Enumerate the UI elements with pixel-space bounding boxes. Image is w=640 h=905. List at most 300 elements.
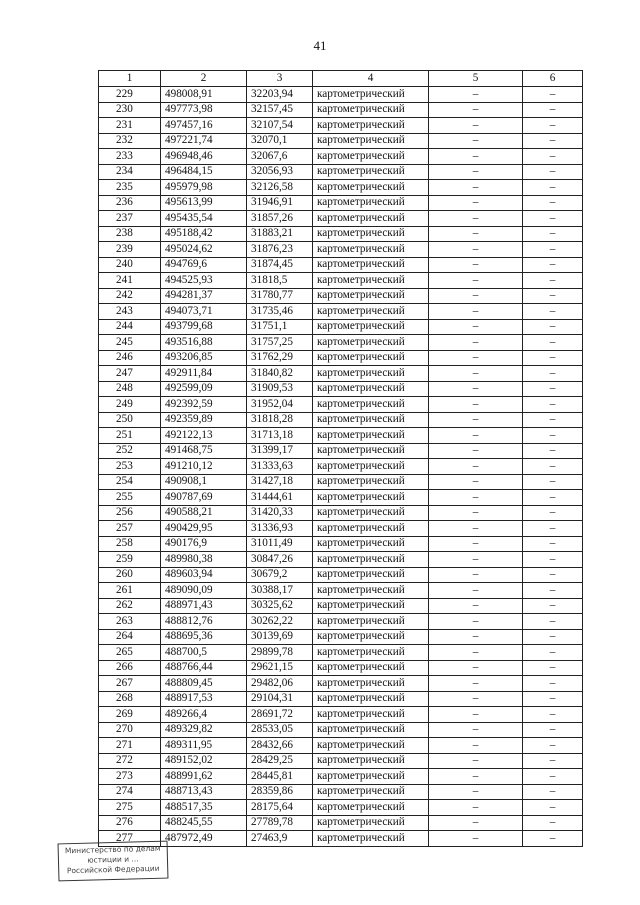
cell-method: картометрический xyxy=(313,831,429,847)
table-row xyxy=(99,102,583,118)
cell-point-number: 242 xyxy=(99,288,161,304)
table-row xyxy=(99,722,583,738)
cell-method: картометрический xyxy=(313,87,429,103)
column-header-2: 2 xyxy=(161,71,247,87)
cell-y-coordinate: 31840,82 xyxy=(247,366,313,382)
table-row xyxy=(99,87,583,103)
cell-col6: – xyxy=(523,133,583,149)
cell-method: картометрический xyxy=(313,381,429,397)
cell-x-coordinate: 490908,1 xyxy=(161,474,247,490)
cell-point-number: 233 xyxy=(99,149,161,165)
cell-col6: – xyxy=(523,645,583,661)
table-row xyxy=(99,288,583,304)
cell-col6: – xyxy=(523,211,583,227)
cell-col5: – xyxy=(429,211,523,227)
cell-point-number: 247 xyxy=(99,366,161,382)
cell-method: картометрический xyxy=(313,443,429,459)
table-row xyxy=(99,583,583,599)
cell-x-coordinate: 488700,5 xyxy=(161,645,247,661)
cell-method: картометрический xyxy=(313,180,429,196)
cell-point-number: 268 xyxy=(99,691,161,707)
cell-col5: – xyxy=(429,490,523,506)
cell-method: картометрический xyxy=(313,133,429,149)
cell-x-coordinate: 497457,16 xyxy=(161,118,247,134)
cell-col5: – xyxy=(429,412,523,428)
cell-method: картометрический xyxy=(313,815,429,831)
table-body xyxy=(99,87,583,847)
table-row xyxy=(99,645,583,661)
cell-y-coordinate: 28533,05 xyxy=(247,722,313,738)
cell-method: картометрический xyxy=(313,505,429,521)
cell-point-number: 240 xyxy=(99,257,161,273)
table-row xyxy=(99,521,583,537)
cell-point-number: 238 xyxy=(99,226,161,242)
cell-col5: – xyxy=(429,350,523,366)
cell-point-number: 253 xyxy=(99,459,161,475)
cell-col5: – xyxy=(429,397,523,413)
cell-method: картометрический xyxy=(313,428,429,444)
cell-y-coordinate: 31874,45 xyxy=(247,257,313,273)
table-row xyxy=(99,800,583,816)
cell-col5: – xyxy=(429,381,523,397)
table-row xyxy=(99,691,583,707)
cell-col6: – xyxy=(523,800,583,816)
table-row xyxy=(99,831,583,847)
cell-y-coordinate: 28432,66 xyxy=(247,738,313,754)
cell-col5: – xyxy=(429,474,523,490)
registration-stamp xyxy=(58,841,169,882)
cell-x-coordinate: 492911,84 xyxy=(161,366,247,382)
cell-point-number: 249 xyxy=(99,397,161,413)
cell-method: картометрический xyxy=(313,691,429,707)
cell-x-coordinate: 488766,44 xyxy=(161,660,247,676)
cell-x-coordinate: 498008,91 xyxy=(161,87,247,103)
cell-col5: – xyxy=(429,133,523,149)
cell-method: картометрический xyxy=(313,583,429,599)
cell-point-number: 235 xyxy=(99,180,161,196)
table-row xyxy=(99,319,583,335)
table-row xyxy=(99,536,583,552)
cell-x-coordinate: 491468,75 xyxy=(161,443,247,459)
cell-y-coordinate: 31336,93 xyxy=(247,521,313,537)
cell-x-coordinate: 495979,98 xyxy=(161,180,247,196)
cell-y-coordinate: 29482,06 xyxy=(247,676,313,692)
cell-x-coordinate: 495435,54 xyxy=(161,211,247,227)
cell-col5: – xyxy=(429,257,523,273)
cell-y-coordinate: 30388,17 xyxy=(247,583,313,599)
cell-col6: – xyxy=(523,691,583,707)
cell-col5: – xyxy=(429,443,523,459)
cell-y-coordinate: 31818,5 xyxy=(247,273,313,289)
cell-col6: – xyxy=(523,784,583,800)
cell-col6: – xyxy=(523,118,583,134)
cell-point-number: 265 xyxy=(99,645,161,661)
cell-x-coordinate: 492359,89 xyxy=(161,412,247,428)
cell-method: картометрический xyxy=(313,195,429,211)
cell-x-coordinate: 494769,6 xyxy=(161,257,247,273)
cell-y-coordinate: 31420,33 xyxy=(247,505,313,521)
cell-method: картометрический xyxy=(313,536,429,552)
cell-x-coordinate: 489152,02 xyxy=(161,753,247,769)
cell-x-coordinate: 488809,45 xyxy=(161,676,247,692)
cell-x-coordinate: 489266,4 xyxy=(161,707,247,723)
cell-col6: – xyxy=(523,366,583,382)
cell-col5: – xyxy=(429,288,523,304)
table-row xyxy=(99,676,583,692)
cell-method: картометрический xyxy=(313,288,429,304)
cell-col5: – xyxy=(429,335,523,351)
cell-col5: – xyxy=(429,319,523,335)
cell-col6: – xyxy=(523,583,583,599)
cell-point-number: 229 xyxy=(99,87,161,103)
table-row xyxy=(99,381,583,397)
cell-method: картометрический xyxy=(313,474,429,490)
table-row xyxy=(99,769,583,785)
cell-col6: – xyxy=(523,660,583,676)
cell-col6: – xyxy=(523,676,583,692)
table-row xyxy=(99,257,583,273)
cell-method: картометрический xyxy=(313,645,429,661)
cell-y-coordinate: 28359,86 xyxy=(247,784,313,800)
cell-method: картометрический xyxy=(313,567,429,583)
cell-y-coordinate: 28429,25 xyxy=(247,753,313,769)
cell-point-number: 243 xyxy=(99,304,161,320)
cell-point-number: 263 xyxy=(99,614,161,630)
cell-method: картометрический xyxy=(313,707,429,723)
table-row xyxy=(99,226,583,242)
cell-method: картометрический xyxy=(313,304,429,320)
cell-point-number: 277 xyxy=(99,831,161,847)
cell-point-number: 272 xyxy=(99,753,161,769)
cell-x-coordinate: 494525,93 xyxy=(161,273,247,289)
table-row xyxy=(99,149,583,165)
cell-col6: – xyxy=(523,257,583,273)
table-row xyxy=(99,598,583,614)
cell-y-coordinate: 30325,62 xyxy=(247,598,313,614)
cell-method: картометрический xyxy=(313,490,429,506)
table-row xyxy=(99,273,583,289)
cell-method: картометрический xyxy=(313,769,429,785)
cell-col5: – xyxy=(429,567,523,583)
cell-col5: – xyxy=(429,118,523,134)
cell-point-number: 267 xyxy=(99,676,161,692)
cell-method: картометрический xyxy=(313,366,429,382)
cell-col6: – xyxy=(523,412,583,428)
cell-method: картометрический xyxy=(313,118,429,134)
cell-y-coordinate: 31713,18 xyxy=(247,428,313,444)
cell-x-coordinate: 493799,68 xyxy=(161,319,247,335)
cell-y-coordinate: 29621,15 xyxy=(247,660,313,676)
cell-y-coordinate: 28445,81 xyxy=(247,769,313,785)
cell-y-coordinate: 28175,64 xyxy=(247,800,313,816)
stamp-line: юстиции и ... xyxy=(87,854,139,865)
cell-point-number: 241 xyxy=(99,273,161,289)
cell-method: картометрический xyxy=(313,164,429,180)
column-header-3: 3 xyxy=(247,71,313,87)
cell-method: картометрический xyxy=(313,102,429,118)
cell-point-number: 230 xyxy=(99,102,161,118)
cell-y-coordinate: 32067,6 xyxy=(247,149,313,165)
cell-col5: – xyxy=(429,645,523,661)
cell-col6: – xyxy=(523,195,583,211)
cell-col6: – xyxy=(523,598,583,614)
cell-y-coordinate: 31857,26 xyxy=(247,211,313,227)
cell-point-number: 262 xyxy=(99,598,161,614)
cell-y-coordinate: 30139,69 xyxy=(247,629,313,645)
cell-point-number: 234 xyxy=(99,164,161,180)
cell-col5: – xyxy=(429,784,523,800)
cell-y-coordinate: 30262,22 xyxy=(247,614,313,630)
cell-y-coordinate: 27789,78 xyxy=(247,815,313,831)
cell-point-number: 274 xyxy=(99,784,161,800)
cell-col6: – xyxy=(523,226,583,242)
cell-x-coordinate: 496948,46 xyxy=(161,149,247,165)
column-header-1: 1 xyxy=(99,71,161,87)
cell-col5: – xyxy=(429,691,523,707)
table-row xyxy=(99,459,583,475)
cell-y-coordinate: 30847,26 xyxy=(247,552,313,568)
cell-point-number: 251 xyxy=(99,428,161,444)
cell-method: картометрический xyxy=(313,784,429,800)
cell-col6: – xyxy=(523,350,583,366)
table-row xyxy=(99,428,583,444)
cell-y-coordinate: 31399,17 xyxy=(247,443,313,459)
cell-col5: – xyxy=(429,629,523,645)
cell-col5: – xyxy=(429,87,523,103)
column-header-5: 5 xyxy=(429,71,523,87)
cell-point-number: 258 xyxy=(99,536,161,552)
cell-col5: – xyxy=(429,459,523,475)
cell-method: картометрический xyxy=(313,149,429,165)
cell-y-coordinate: 31946,91 xyxy=(247,195,313,211)
cell-point-number: 261 xyxy=(99,583,161,599)
cell-point-number: 260 xyxy=(99,567,161,583)
table-row xyxy=(99,707,583,723)
cell-col5: – xyxy=(429,505,523,521)
cell-method: картометрический xyxy=(313,629,429,645)
cell-y-coordinate: 31909,53 xyxy=(247,381,313,397)
cell-method: картометрический xyxy=(313,521,429,537)
cell-method: картометрический xyxy=(313,397,429,413)
cell-x-coordinate: 488971,43 xyxy=(161,598,247,614)
cell-col5: – xyxy=(429,102,523,118)
table-row xyxy=(99,164,583,180)
cell-col6: – xyxy=(523,738,583,754)
coordinates-table xyxy=(98,70,583,847)
cell-y-coordinate: 31333,63 xyxy=(247,459,313,475)
cell-method: картометрический xyxy=(313,257,429,273)
cell-y-coordinate: 32203,94 xyxy=(247,87,313,103)
table-row xyxy=(99,211,583,227)
cell-col6: – xyxy=(523,288,583,304)
cell-col5: – xyxy=(429,164,523,180)
cell-x-coordinate: 492599,09 xyxy=(161,381,247,397)
cell-x-coordinate: 489980,38 xyxy=(161,552,247,568)
cell-method: картометрический xyxy=(313,211,429,227)
cell-x-coordinate: 490787,69 xyxy=(161,490,247,506)
cell-x-coordinate: 497773,98 xyxy=(161,102,247,118)
cell-method: картометрический xyxy=(313,800,429,816)
cell-col6: – xyxy=(523,397,583,413)
cell-method: картометрический xyxy=(313,676,429,692)
cell-x-coordinate: 495188,42 xyxy=(161,226,247,242)
cell-point-number: 256 xyxy=(99,505,161,521)
cell-method: картометрический xyxy=(313,412,429,428)
stamp-line: Российской Федерации xyxy=(66,864,160,876)
column-header-6: 6 xyxy=(523,71,583,87)
cell-x-coordinate: 496484,15 xyxy=(161,164,247,180)
cell-point-number: 270 xyxy=(99,722,161,738)
cell-x-coordinate: 488991,62 xyxy=(161,769,247,785)
cell-x-coordinate: 497221,74 xyxy=(161,133,247,149)
cell-col6: – xyxy=(523,180,583,196)
table-row xyxy=(99,366,583,382)
cell-x-coordinate: 495613,99 xyxy=(161,195,247,211)
cell-point-number: 271 xyxy=(99,738,161,754)
cell-col5: – xyxy=(429,552,523,568)
cell-method: картометрический xyxy=(313,753,429,769)
cell-col5: – xyxy=(429,149,523,165)
cell-y-coordinate: 32070,1 xyxy=(247,133,313,149)
cell-point-number: 269 xyxy=(99,707,161,723)
cell-col6: – xyxy=(523,753,583,769)
cell-col6: – xyxy=(523,490,583,506)
table-row xyxy=(99,660,583,676)
cell-col5: – xyxy=(429,614,523,630)
cell-method: картометрический xyxy=(313,273,429,289)
cell-x-coordinate: 495024,62 xyxy=(161,242,247,258)
table-row xyxy=(99,397,583,413)
cell-x-coordinate: 491210,12 xyxy=(161,459,247,475)
cell-y-coordinate: 31444,61 xyxy=(247,490,313,506)
cell-y-coordinate: 32157,45 xyxy=(247,102,313,118)
cell-col6: – xyxy=(523,505,583,521)
table-row xyxy=(99,753,583,769)
cell-point-number: 266 xyxy=(99,660,161,676)
cell-col6: – xyxy=(523,242,583,258)
cell-point-number: 246 xyxy=(99,350,161,366)
cell-col6: – xyxy=(523,536,583,552)
cell-x-coordinate: 493206,85 xyxy=(161,350,247,366)
cell-y-coordinate: 32107,54 xyxy=(247,118,313,134)
cell-x-coordinate: 488517,35 xyxy=(161,800,247,816)
cell-col6: – xyxy=(523,149,583,165)
cell-col5: – xyxy=(429,815,523,831)
cell-x-coordinate: 492122,13 xyxy=(161,428,247,444)
table-row xyxy=(99,505,583,521)
cell-col6: – xyxy=(523,381,583,397)
cell-method: картометрический xyxy=(313,242,429,258)
cell-col5: – xyxy=(429,707,523,723)
cell-col5: – xyxy=(429,366,523,382)
cell-y-coordinate: 31751,1 xyxy=(247,319,313,335)
cell-method: картометрический xyxy=(313,552,429,568)
cell-y-coordinate: 32056,93 xyxy=(247,164,313,180)
cell-col6: – xyxy=(523,164,583,180)
cell-y-coordinate: 30679,2 xyxy=(247,567,313,583)
cell-col6: – xyxy=(523,707,583,723)
cell-point-number: 254 xyxy=(99,474,161,490)
table-row xyxy=(99,242,583,258)
cell-point-number: 275 xyxy=(99,800,161,816)
table-row xyxy=(99,350,583,366)
table-row xyxy=(99,335,583,351)
table-row xyxy=(99,118,583,134)
cell-col5: – xyxy=(429,753,523,769)
cell-col6: – xyxy=(523,428,583,444)
cell-col5: – xyxy=(429,180,523,196)
cell-x-coordinate: 489603,94 xyxy=(161,567,247,583)
cell-col5: – xyxy=(429,242,523,258)
table-row xyxy=(99,738,583,754)
table-row xyxy=(99,552,583,568)
page-number: 41 xyxy=(313,38,327,53)
cell-col6: – xyxy=(523,87,583,103)
cell-point-number: 255 xyxy=(99,490,161,506)
cell-x-coordinate: 489311,95 xyxy=(161,738,247,754)
cell-x-coordinate: 494281,37 xyxy=(161,288,247,304)
cell-method: картометрический xyxy=(313,598,429,614)
cell-point-number: 231 xyxy=(99,118,161,134)
cell-y-coordinate: 28691,72 xyxy=(247,707,313,723)
table-row xyxy=(99,815,583,831)
cell-col6: – xyxy=(523,335,583,351)
cell-col6: – xyxy=(523,102,583,118)
stamp-line: Министерство по делам xyxy=(64,843,161,856)
cell-y-coordinate: 31952,04 xyxy=(247,397,313,413)
cell-point-number: 236 xyxy=(99,195,161,211)
cell-x-coordinate: 488812,76 xyxy=(161,614,247,630)
cell-y-coordinate: 29899,78 xyxy=(247,645,313,661)
cell-method: картометрический xyxy=(313,350,429,366)
cell-y-coordinate: 31883,21 xyxy=(247,226,313,242)
cell-point-number: 273 xyxy=(99,769,161,785)
cell-method: картометрический xyxy=(313,660,429,676)
cell-col6: – xyxy=(523,273,583,289)
cell-point-number: 257 xyxy=(99,521,161,537)
cell-method: картометрический xyxy=(313,335,429,351)
cell-col5: – xyxy=(429,226,523,242)
cell-col5: – xyxy=(429,521,523,537)
cell-x-coordinate: 489090,09 xyxy=(161,583,247,599)
cell-point-number: 237 xyxy=(99,211,161,227)
cell-point-number: 245 xyxy=(99,335,161,351)
cell-col5: – xyxy=(429,660,523,676)
cell-col6: – xyxy=(523,831,583,847)
cell-col5: – xyxy=(429,583,523,599)
cell-col6: – xyxy=(523,629,583,645)
table-row xyxy=(99,412,583,428)
cell-point-number: 259 xyxy=(99,552,161,568)
cell-method: картометрический xyxy=(313,722,429,738)
cell-col6: – xyxy=(523,567,583,583)
table-row xyxy=(99,614,583,630)
cell-col5: – xyxy=(429,738,523,754)
cell-x-coordinate: 492392,59 xyxy=(161,397,247,413)
table-row xyxy=(99,195,583,211)
cell-point-number: 239 xyxy=(99,242,161,258)
cell-point-number: 276 xyxy=(99,815,161,831)
cell-point-number: 250 xyxy=(99,412,161,428)
cell-y-coordinate: 27463,9 xyxy=(247,831,313,847)
cell-col5: – xyxy=(429,536,523,552)
cell-point-number: 264 xyxy=(99,629,161,645)
cell-y-coordinate: 31011,49 xyxy=(247,536,313,552)
cell-y-coordinate: 31818,28 xyxy=(247,412,313,428)
cell-point-number: 248 xyxy=(99,381,161,397)
cell-col6: – xyxy=(523,722,583,738)
cell-col5: – xyxy=(429,195,523,211)
